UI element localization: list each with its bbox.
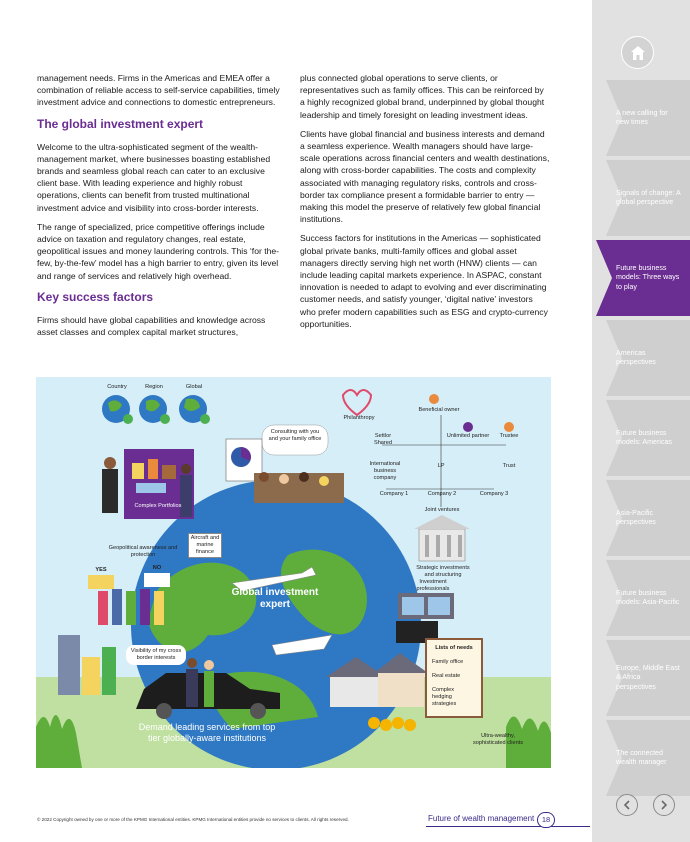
paragraph: Firms should have global capabilities and knowledge across asset classes and complex capital market structures, — [37, 314, 266, 338]
paragraph: plus connected global operations to serve clients, or representatives such as family offices. This can be reinforced by a highly recognized global brand, underpinned by global thought leadership and timely foresight on leading investment ideas. — [300, 73, 545, 120]
paragraph: Clients have global financial and business interests and demand a seamless experience. Wealth managers should have large-scale operations across financial centers and wealth destinations, along with cross-border capabilities. The costs and complexity associated with managing regulatory risks, controls and cross-border tax compliance present a formidable barrier to entry — making this model the preserve of relatively few global financial institutions. — [300, 128, 550, 225]
paragraph: The range of specialized, price competitive offerings include advice on taxation and regulatory changes, real estate, geopolitical issues and money laundering controls. This ‘for the-few, by-the-few’ model has a high barrier to entry, given its level and range of services and relatively high overhead. — [37, 221, 280, 281]
sign-no: NO — [152, 565, 162, 571]
nav-item-3[interactable] — [592, 240, 690, 316]
paragraph: Welcome to the ultra-sophisticated segment of the wealth-management market, where businesses boasting established brands and seamless global reach can cater to an exclusive client base. With leading experience and highly robust operations, clients can benefit from trusted multinational investment advice and visibility into cross-border interests. — [37, 141, 271, 213]
scope-label-country: Country — [107, 384, 127, 390]
settlor-label: Settlor Shared — [373, 433, 393, 446]
trustee-label: Trustee — [499, 433, 519, 439]
need-family-office: Family office — [432, 659, 464, 665]
unlimited-partner-label: Unlimited partner — [446, 433, 490, 439]
aircraft-finance-label: Aircraft and marine finance — [188, 533, 222, 558]
nav-item-2[interactable] — [592, 160, 690, 236]
chevron-left-icon — [621, 799, 633, 811]
nav-item-1[interactable] — [592, 80, 690, 156]
left-column — [37, 72, 287, 345]
nav-item-label: A new calling for new times — [616, 108, 668, 126]
nav-item-label: The connected wealth manager — [616, 748, 667, 766]
joint-ventures-label: Joint ventures — [424, 507, 460, 513]
company2-label: Company 2 — [427, 491, 457, 497]
section-heading-global-expert: The global investment expert — [37, 116, 204, 131]
geopolitical-label: Geopolitical awareness and protection — [108, 545, 178, 558]
consulting-bubble: Consulting with you and your family office — [268, 429, 322, 442]
philanthropy-label: Philanthropy — [343, 415, 375, 421]
need-hedging: Complex hedging strategies — [432, 687, 457, 707]
nav-item-label: Asia-Pacific perspectives — [616, 508, 656, 526]
lists-of-needs-title: Lists of needs — [435, 645, 473, 651]
right-column — [300, 72, 550, 337]
sign-yes: YES — [95, 567, 107, 573]
nav-item-label: Americas perspectives — [616, 348, 656, 366]
copyright-text: © 2022 Copyright owned by one or more of the KPMG International entities. KPMG International entities provide no services to clients. All rights reserved. — [37, 817, 349, 822]
nav-item-8[interactable] — [592, 640, 690, 716]
intl-business-company-label: International business company — [369, 461, 401, 481]
nav-item-7[interactable] — [592, 560, 690, 636]
scope-label-global: Global — [185, 384, 203, 390]
next-page-button[interactable] — [653, 794, 675, 816]
complex-portfolios-label: Complex Portfolios — [134, 503, 182, 509]
trust-label: Trust — [502, 463, 516, 469]
nav-item-5[interactable] — [592, 400, 690, 476]
previous-page-button[interactable] — [616, 794, 638, 816]
need-real-estate: Real estate — [432, 673, 461, 679]
beneficial-owner-label: Beneficial owner — [418, 407, 460, 413]
nav-item-label: Europe, Middle East & Africa perspectives — [616, 664, 680, 691]
nav-item-9[interactable] — [592, 720, 690, 796]
investment-professionals-label: Investment professionals — [416, 579, 450, 592]
nav-item-label: Signals of change: A global perspective — [616, 188, 681, 206]
global-investment-expert-title: Global investment expert — [231, 587, 319, 610]
paragraph: Success factors for institutions in the Americas — sophisticated global private banks, multi-family offices and global asset managers directly serving high net worth (HNW) clients — can include leading capital markets experience. In ASPAC, constant innovation is needed to adapt to evolving and ever discriminating customer needs, and satisfy younger, ‘digital native’ investors who prefer modern capabilities such as ESG and crypto-currency opportunities. — [300, 233, 548, 329]
nav-item-label: Future business models: Three ways to play — [616, 264, 680, 291]
home-icon — [629, 44, 647, 62]
footer-rule — [426, 826, 590, 827]
nav-item-4[interactable] — [592, 320, 690, 396]
company1-label: Company 1 — [379, 491, 409, 497]
company3-label: Company 3 — [479, 491, 509, 497]
chevron-right-icon — [658, 799, 670, 811]
section-heading-key-success: Key success factors — [37, 289, 154, 304]
demand-label: Demand leading services from top tier globally-aware institutions — [138, 722, 276, 744]
home-button[interactable] — [621, 36, 654, 69]
scope-label-region: Region — [145, 384, 163, 390]
page-number: 18 — [537, 812, 555, 828]
intro-paragraph: management needs. Firms in the Americas and EMEA offer a combination of reliable access to self-service capabilities, timely investment advice and connections to domestic entrepreneurs. — [37, 73, 280, 108]
strategic-investments-label: Strategic investments and structuring — [416, 565, 470, 578]
lp-label: LP — [437, 463, 445, 469]
nav-item-label: Future business models: Asia-Pacific — [616, 588, 680, 606]
nav-item-label: Future business models: Americas — [616, 428, 672, 446]
global-investment-expert-infographic — [36, 377, 551, 768]
sidebar — [592, 0, 690, 842]
ultra-wealthy-label: Ultra-wealthy, sophisticated clients — [472, 733, 524, 746]
footer-title: Future of wealth management — [428, 814, 535, 823]
nav-item-6[interactable] — [592, 480, 690, 556]
visibility-bubble: Visibility of my cross border interests — [126, 645, 186, 665]
